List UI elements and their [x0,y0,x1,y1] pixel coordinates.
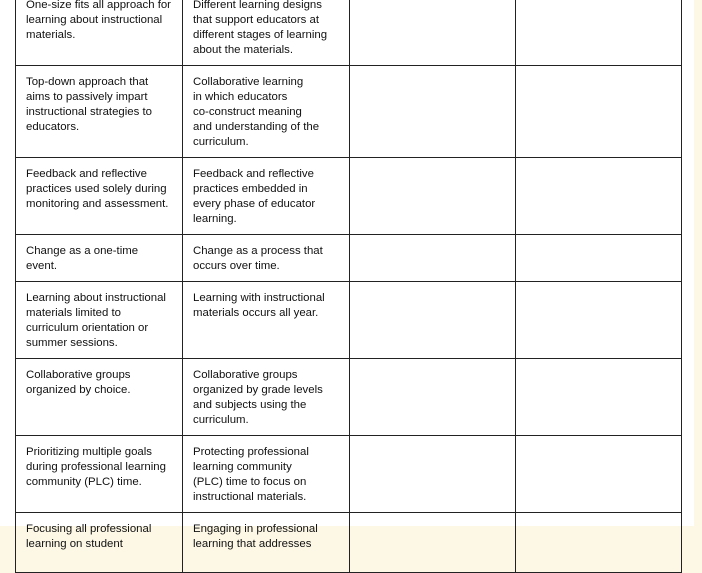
to-cell [183,282,350,359]
to-cell [183,513,350,573]
table-row [16,66,682,158]
blank-cell-3[interactable] [350,282,516,359]
blank-cell-3[interactable] [350,158,516,235]
to-text: Engaging in professional learning that addresses [193,523,318,550]
blank-cell-4[interactable] [516,0,682,66]
blank-cell-4[interactable] [516,158,682,235]
from-cell [16,282,183,359]
table-row [16,513,682,573]
blank-cell-4[interactable] [516,235,682,282]
from-text: Change as a one-time event. [26,245,139,272]
to-text: Collaborative groups organized by grade levels and subjects using the curriculum. [193,369,323,426]
from-text: Focusing all professional learning on student [26,523,152,550]
blank-cell-3[interactable] [350,436,516,513]
blank-cell-3[interactable] [350,0,516,66]
to-text: Feedback and reflective practices embedded in every phase of educator learning. [193,168,316,225]
blank-cell-4[interactable] [516,436,682,513]
to-text: Collaborative learning in which educators co-construct meaning and understanding of the curriculum. [193,76,320,148]
to-cell [183,0,350,66]
from-cell [16,359,183,436]
blank-cell-3[interactable] [350,359,516,436]
blank-cell-4[interactable] [516,282,682,359]
shift-table [15,0,682,573]
to-cell [183,436,350,513]
table-row [16,282,682,359]
to-cell [183,235,350,282]
to-text: Change as a process that occurs over time. [193,245,323,272]
to-cell [183,359,350,436]
from-cell [16,158,183,235]
blank-cell-3[interactable] [350,235,516,282]
to-cell [183,66,350,158]
from-text: Learning about instructional materials limited to curriculum orientation or summer sessions. [26,292,166,349]
blank-cell-3[interactable] [350,66,516,158]
to-text: Protecting professional learning community (PLC) time to focus on instructional materials. [193,446,309,503]
from-cell [16,66,183,158]
blank-cell-4[interactable] [516,513,682,573]
from-cell [16,513,183,573]
to-text: Learning with instructional materials occurs all year. [193,292,325,319]
blank-cell-3[interactable] [350,513,516,573]
from-text: Prioritizing multiple goals during professional learning community (PLC) time. [26,446,166,488]
table-row [16,436,682,513]
from-text: Collaborative groups organized by choice. [26,369,131,396]
table-row [16,0,682,66]
from-cell [16,436,183,513]
to-cell [183,158,350,235]
blank-cell-4[interactable] [516,66,682,158]
blank-cell-4[interactable] [516,359,682,436]
to-text: Different learning designs that support educators at different stages of learning about the materials. [193,0,328,56]
table-row [16,359,682,436]
from-text: One-size fits all approach for learning about instructional materials. [26,0,171,41]
from-text: Top-down approach that aims to passively impart instructional strategies to educators. [26,76,152,133]
table-row [16,158,682,235]
from-cell [16,235,183,282]
from-text: Feedback and reflective practices used solely during monitoring and assessment. [26,168,169,210]
table-row [16,235,682,282]
from-cell [16,0,183,66]
